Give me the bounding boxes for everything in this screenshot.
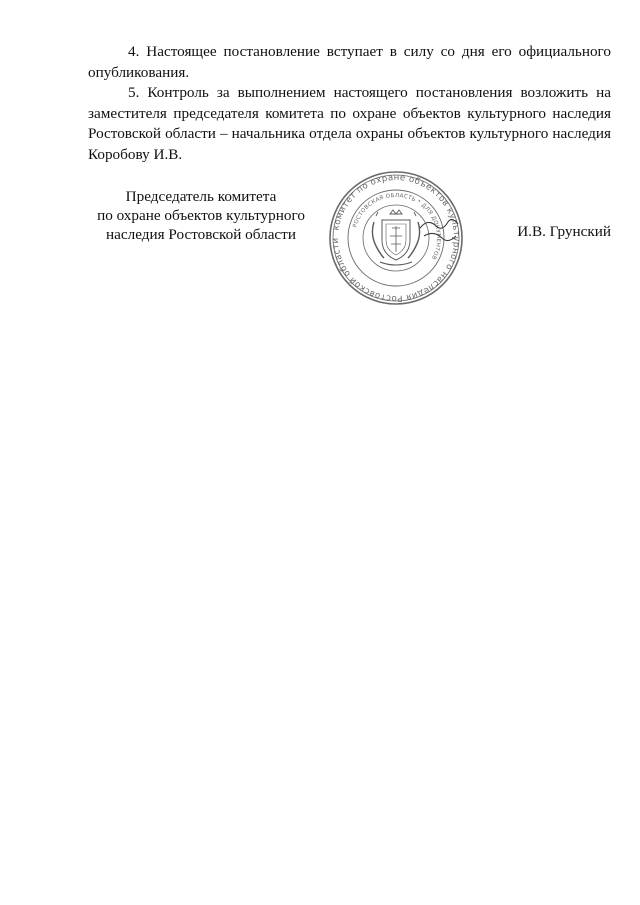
signer-title-line-2: по охране объектов культурного — [97, 207, 305, 224]
official-seal-stamp — [328, 170, 464, 306]
signer-title-line-3: наследия Ростовской области — [106, 226, 296, 243]
paragraph-5: 5. Контроль за выполнением настоящего постановления возложить на заместителя председателя комитета по охране объектов культурного наследия Ростовской области – начальника отдела охраны объектов культурного наследия Коробову И.В. — [88, 84, 611, 163]
signer-title-line-1: Председатель комитета — [125, 188, 277, 205]
coat-of-arms-icon — [372, 210, 419, 265]
signer-title — [88, 187, 314, 244]
seal-inner-text: РОСТОВСКАЯ ОБЛАСТЬ * ДЛЯ ДОКУМЕНТОВ — [352, 192, 442, 261]
seal-outer-text: комитет по охране объектов культурного наследия Ростовской области — [330, 172, 462, 304]
signer-name: И.В. Грунский — [517, 223, 611, 240]
paragraph-4: 4. Настоящее постановление вступает в силу со дня его официального опубликования. — [88, 43, 611, 81]
